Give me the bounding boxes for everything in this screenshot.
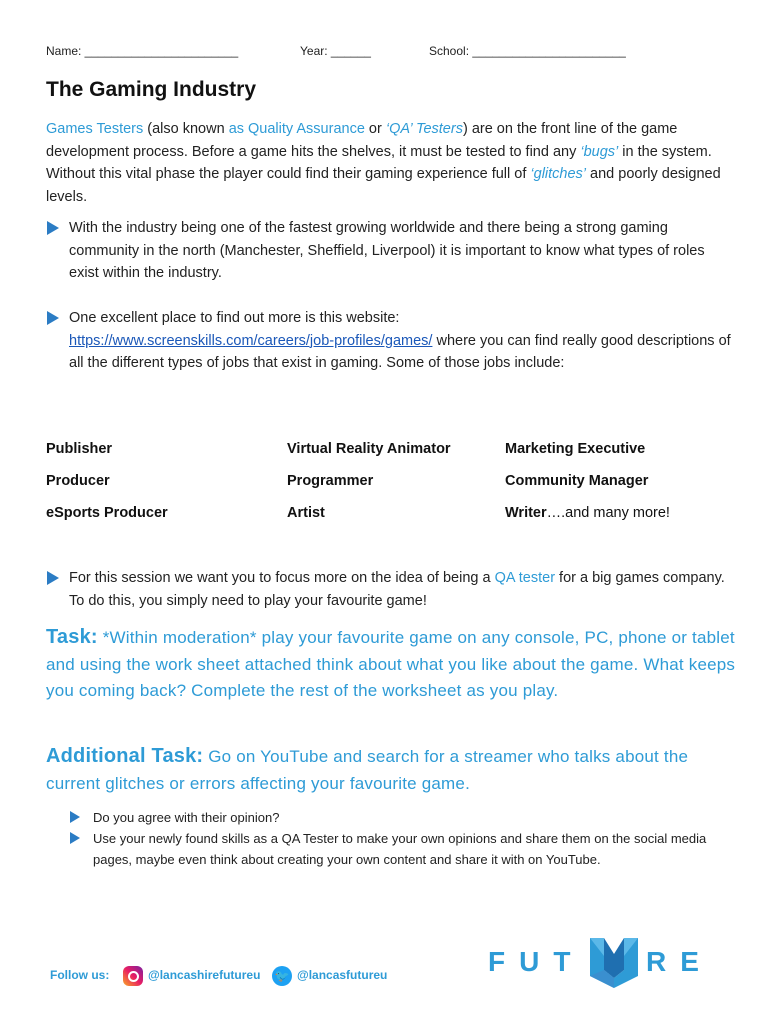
job-producer: Producer bbox=[46, 473, 110, 489]
job-vr-animator: Virtual Reality Animator bbox=[287, 441, 451, 457]
logo-text-left: FUT bbox=[488, 946, 585, 977]
year-field-label: Year: ______ bbox=[300, 44, 371, 58]
page-title: The Gaming Industry bbox=[46, 78, 257, 101]
follow-us-label: Follow us: bbox=[50, 968, 110, 982]
job-community-manager: Community Manager bbox=[505, 473, 649, 489]
term-bugs: ‘bugs’ bbox=[580, 143, 619, 160]
arrow-bullet-icon bbox=[47, 311, 59, 325]
twitter-handle[interactable]: @lancasfutureu bbox=[297, 968, 388, 982]
name-field-label: Name: _______________________ bbox=[46, 44, 239, 58]
additional-task-section: Additional Task: Go on YouTube and search for a streamer who talks about the current glitches or errors affecting your favourite game. bbox=[46, 745, 689, 793]
job-publisher: Publisher bbox=[46, 441, 113, 457]
instagram-icon[interactable] bbox=[123, 966, 143, 986]
bullet-industry-growth: With the industry being one of the fastest growing worldwide and there being a strong gaming community in the north (Manchester, Sheffield, Liverpool) it is important to know what types of roles exist within the industry. bbox=[69, 220, 705, 281]
term-games-testers: Games Testers bbox=[46, 121, 144, 137]
task-label: Task: bbox=[46, 626, 98, 648]
term-quality-assurance: as Quality Assurance bbox=[228, 121, 365, 137]
screenskills-link[interactable]: https://www.screenskills.com/careers/job-profiles/games/ bbox=[69, 332, 433, 349]
term-glitches: ‘glitches’ bbox=[530, 166, 587, 182]
job-writer: Writer….and many more! bbox=[505, 505, 670, 521]
job-esports-producer: eSports Producer bbox=[46, 505, 168, 521]
logo-text-right: RE bbox=[646, 946, 713, 977]
additional-task-label: Additional Task: bbox=[46, 745, 204, 767]
twitter-icon[interactable]: 🐦 bbox=[272, 966, 292, 986]
sub-bullet-agree: Do you agree with their opinion? bbox=[93, 810, 280, 825]
instagram-handle[interactable]: @lancashirefutureu bbox=[148, 968, 261, 982]
arrow-bullet-icon bbox=[47, 571, 59, 585]
intro-paragraph: Games Testers (also known as Quality Assurance or ‘QA’ Testers) are on the front line of the game development process. Before a game hits the shelves, it must be tested to find any ‘bugs’ in the system. Without this vital phase the player could find their gaming experience full of ‘glitches’ and poorly designed levels. bbox=[46, 121, 721, 205]
school-field-label: School: _______________________ bbox=[429, 44, 626, 58]
job-programmer: Programmer bbox=[287, 473, 374, 489]
arrow-bullet-icon bbox=[47, 221, 59, 235]
task-section: Task: *Within moderation* play your favourite game on any console, PC, phone or tablet and using the work sheet attached think about what you like about the game. What keeps you coming back? Complete the rest of the worksheet as you play. bbox=[46, 626, 736, 700]
arrow-bullet-icon bbox=[70, 811, 80, 823]
term-qa-tester: QA tester bbox=[494, 570, 556, 586]
bullet-website: One excellent place to find out more is this website: https://www.screenskills.com/careers/job-profiles/games/ where you can find really good descriptions of all the different types of jobs that exist in gaming. Some of those jobs include: bbox=[69, 310, 731, 371]
job-marketing-executive: Marketing Executive bbox=[505, 441, 646, 457]
sub-bullet-share: Use your newly found skills as a QA Tester to make your own opinions and share them on the social media pages, maybe even think about creating your own content and share it with on YouTube. bbox=[93, 831, 707, 867]
job-artist: Artist bbox=[287, 505, 325, 521]
term-qa-testers: ‘QA’ Testers bbox=[385, 121, 463, 137]
logo-u-emblem-icon bbox=[588, 936, 640, 988]
bullet-session-focus: For this session we want you to focus more on the idea of being a QA tester for a big games company. To do this, you simply need to play your favourite game! bbox=[69, 570, 725, 609]
arrow-bullet-icon bbox=[70, 832, 80, 844]
